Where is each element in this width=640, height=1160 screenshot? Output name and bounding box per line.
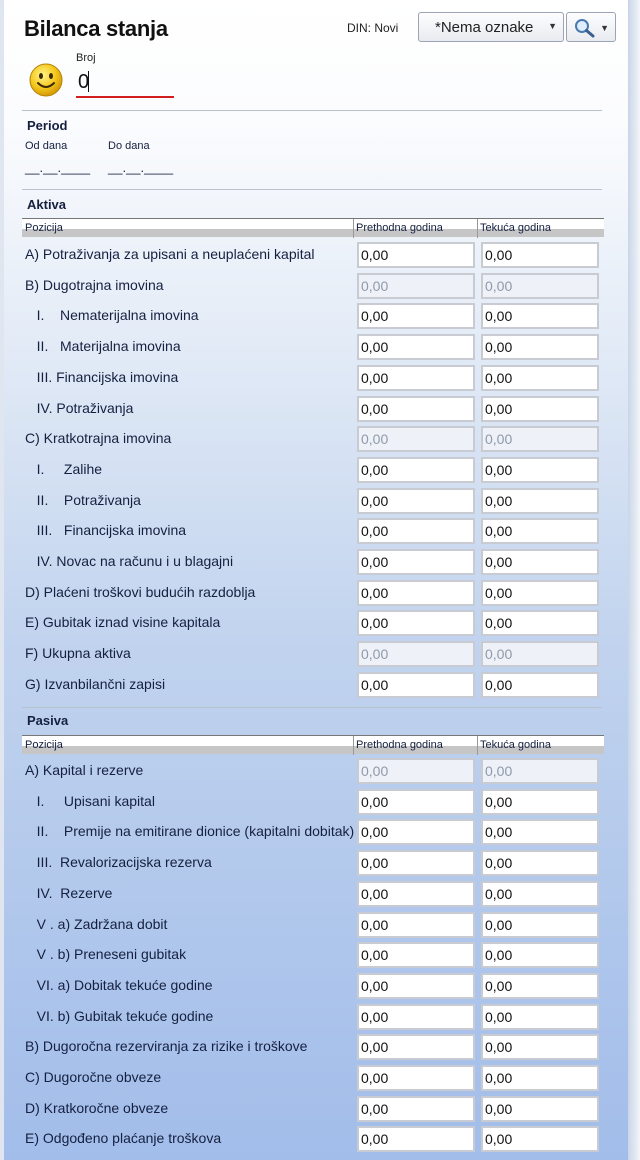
- prethodna-godina-input[interactable]: [357, 610, 475, 636]
- tekuca-godina-input[interactable]: [481, 819, 599, 845]
- row-label: I. Nematerijalna imovina: [25, 307, 199, 324]
- tekuca-godina-input[interactable]: [481, 457, 599, 483]
- tekuca-godina-input: [481, 273, 599, 299]
- tekuca-godina-input[interactable]: [481, 303, 599, 329]
- prethodna-godina-input[interactable]: [357, 1034, 475, 1060]
- tekuca-godina-input[interactable]: [481, 789, 599, 815]
- prethodna-godina-input[interactable]: [357, 242, 475, 268]
- row-label: C) Kratkotrajna imovina: [25, 430, 172, 447]
- prethodna-godina-input[interactable]: [357, 1126, 475, 1152]
- tekuca-godina-input[interactable]: [481, 1034, 599, 1060]
- tekuca-godina-input: [481, 641, 599, 667]
- prethodna-godina-input: [357, 641, 475, 667]
- column-header-pozicija: Pozicija: [25, 222, 63, 234]
- din-status: DIN: Novi: [347, 21, 399, 35]
- row-label: B) Dugoročna rezerviranja za rizike i troškove: [25, 1038, 308, 1055]
- tekuca-godina-input[interactable]: [481, 334, 599, 360]
- tekuca-godina-input[interactable]: [481, 1065, 599, 1091]
- column-header-tekuca: Tekuća godina: [480, 222, 551, 234]
- prethodna-godina-input[interactable]: [357, 881, 475, 907]
- tekuca-godina-input[interactable]: [481, 610, 599, 636]
- prethodna-godina-input: [357, 273, 475, 299]
- row-label: IV. Rezerve: [25, 884, 113, 901]
- row-label: D) Kratkoročne obveze: [25, 1099, 169, 1116]
- tekuca-godina-input[interactable]: [481, 242, 599, 268]
- prethodna-godina-input[interactable]: [357, 488, 475, 514]
- prethodna-godina-input[interactable]: [357, 580, 475, 606]
- do-dana-label: Do dana: [108, 140, 150, 152]
- prethodna-godina-input[interactable]: [357, 1096, 475, 1122]
- search-button[interactable]: [566, 12, 616, 42]
- tekuca-godina-input[interactable]: [481, 1096, 599, 1122]
- od-dana-label: Od dana: [25, 140, 68, 152]
- prethodna-godina-input: [357, 426, 475, 452]
- tekuca-godina-input[interactable]: [481, 1126, 599, 1152]
- prethodna-godina-input[interactable]: [357, 942, 475, 968]
- row-label: E) Gubitak iznad visine kapitala: [25, 614, 221, 631]
- prethodna-godina-input[interactable]: [357, 1004, 475, 1030]
- row-label: I. Zalihe: [25, 460, 103, 477]
- divider: [22, 707, 602, 708]
- broj-label: Broj: [76, 52, 96, 64]
- prethodna-godina-input[interactable]: [357, 457, 475, 483]
- tekuca-godina-input[interactable]: [481, 850, 599, 876]
- row-label: G) Izvanbilančni zapisi: [25, 675, 166, 692]
- tekuca-godina-input[interactable]: [481, 549, 599, 575]
- row-label: VI. a) Dobitak tekuće godine: [25, 976, 213, 993]
- column-header-tekuca: Tekuća godina: [480, 739, 551, 751]
- tag-select[interactable]: [418, 12, 564, 42]
- column-separator: [477, 736, 478, 755]
- tekuca-godina-input[interactable]: [481, 488, 599, 514]
- column-separator: [477, 219, 478, 238]
- period-heading: Period: [27, 118, 68, 133]
- prethodna-godina-input[interactable]: [357, 789, 475, 815]
- row-label: IV. Potraživanja: [25, 399, 134, 416]
- prethodna-godina-input[interactable]: [357, 396, 475, 422]
- row-label: III. Financijska imovina: [25, 368, 179, 385]
- aktiva-table-header: [22, 218, 604, 237]
- prethodna-godina-input[interactable]: [357, 819, 475, 845]
- row-label: C) Dugoročne obveze: [25, 1069, 162, 1085]
- row-label: I. Upisani kapital: [25, 792, 155, 809]
- smiley-icon: [28, 62, 64, 98]
- tekuca-godina-input[interactable]: [481, 518, 599, 544]
- row-label: II. Potraživanja: [25, 491, 141, 508]
- row-label: D) Plaćeni troškovi budućih razdoblja: [25, 583, 256, 600]
- row-label: A) Potraživanja za upisani a neuplaćeni kapital: [25, 246, 315, 262]
- row-label: II. Materijalna imovina: [25, 338, 181, 355]
- prethodna-godina-input[interactable]: [357, 1065, 475, 1091]
- column-header-prethodna: Prethodna godina: [356, 222, 443, 234]
- row-label: E) Odgođeno plaćanje troškova: [25, 1130, 222, 1147]
- aktiva-heading: Aktiva: [27, 197, 67, 212]
- search-icon: [573, 17, 597, 39]
- pasiva-table-header: [22, 735, 604, 754]
- window-right-edge: [628, 0, 640, 1160]
- prethodna-godina-input[interactable]: [357, 334, 475, 360]
- chevron-down-icon: ▼: [548, 21, 557, 31]
- row-label: A) Kapital i rezerve: [25, 762, 144, 778]
- prethodna-godina-input[interactable]: [357, 973, 475, 999]
- prethodna-godina-input[interactable]: [357, 549, 475, 575]
- tekuca-godina-input[interactable]: [481, 396, 599, 422]
- text-cursor: [88, 71, 89, 92]
- prethodna-godina-input[interactable]: [357, 912, 475, 938]
- row-label: V . a) Zadržana dobit: [25, 915, 168, 932]
- column-separator: [353, 219, 354, 238]
- row-label: III. Financijska imovina: [25, 522, 187, 539]
- row-label: II. Premije na emitirane dionice (kapitalni dobitak): [25, 823, 355, 840]
- divider: [22, 110, 602, 111]
- row-label: V . b) Preneseni gubitak: [25, 946, 187, 963]
- tekuca-godina-input[interactable]: [481, 942, 599, 968]
- column-header-prethodna: Prethodna godina: [356, 739, 443, 751]
- page-title: Bilanca stanja: [24, 16, 168, 41]
- row-label: III. Revalorizacijska rezerva: [25, 854, 212, 871]
- tekuca-godina-input[interactable]: [481, 365, 599, 391]
- tekuca-godina-input[interactable]: [481, 973, 599, 999]
- tekuca-godina-input: [481, 758, 599, 784]
- tekuca-godina-input[interactable]: [481, 580, 599, 606]
- tekuca-godina-input[interactable]: [481, 881, 599, 907]
- prethodna-godina-input[interactable]: [357, 518, 475, 544]
- do-dana-input[interactable]: __.__.____: [108, 160, 174, 175]
- column-header-pozicija: Pozicija: [25, 739, 63, 751]
- pasiva-heading: Pasiva: [27, 713, 69, 728]
- tekuca-godina-input[interactable]: [481, 672, 599, 698]
- prethodna-godina-input: [357, 758, 475, 784]
- row-label: B) Dugotrajna imovina: [25, 276, 164, 293]
- tekuca-godina-input[interactable]: [481, 912, 599, 938]
- tekuca-godina-input: [481, 426, 599, 452]
- broj-input[interactable]: [76, 66, 174, 98]
- prethodna-godina-input[interactable]: [357, 850, 475, 876]
- divider: [22, 189, 602, 190]
- tag-select-value: *Nema oznake: [435, 19, 534, 36]
- row-label: VI. b) Gubitak tekuće godine: [25, 1007, 214, 1024]
- od-dana-input[interactable]: __.__.____: [25, 160, 91, 175]
- tekuca-godina-input[interactable]: [481, 1004, 599, 1030]
- chevron-down-icon: ▼: [600, 23, 609, 33]
- prethodna-godina-input[interactable]: [357, 365, 475, 391]
- row-label: F) Ukupna aktiva: [25, 645, 131, 662]
- column-separator: [353, 736, 354, 755]
- prethodna-godina-input[interactable]: [357, 672, 475, 698]
- prethodna-godina-input[interactable]: [357, 303, 475, 329]
- row-label: IV. Novac na računu i u blagajni: [25, 553, 234, 569]
